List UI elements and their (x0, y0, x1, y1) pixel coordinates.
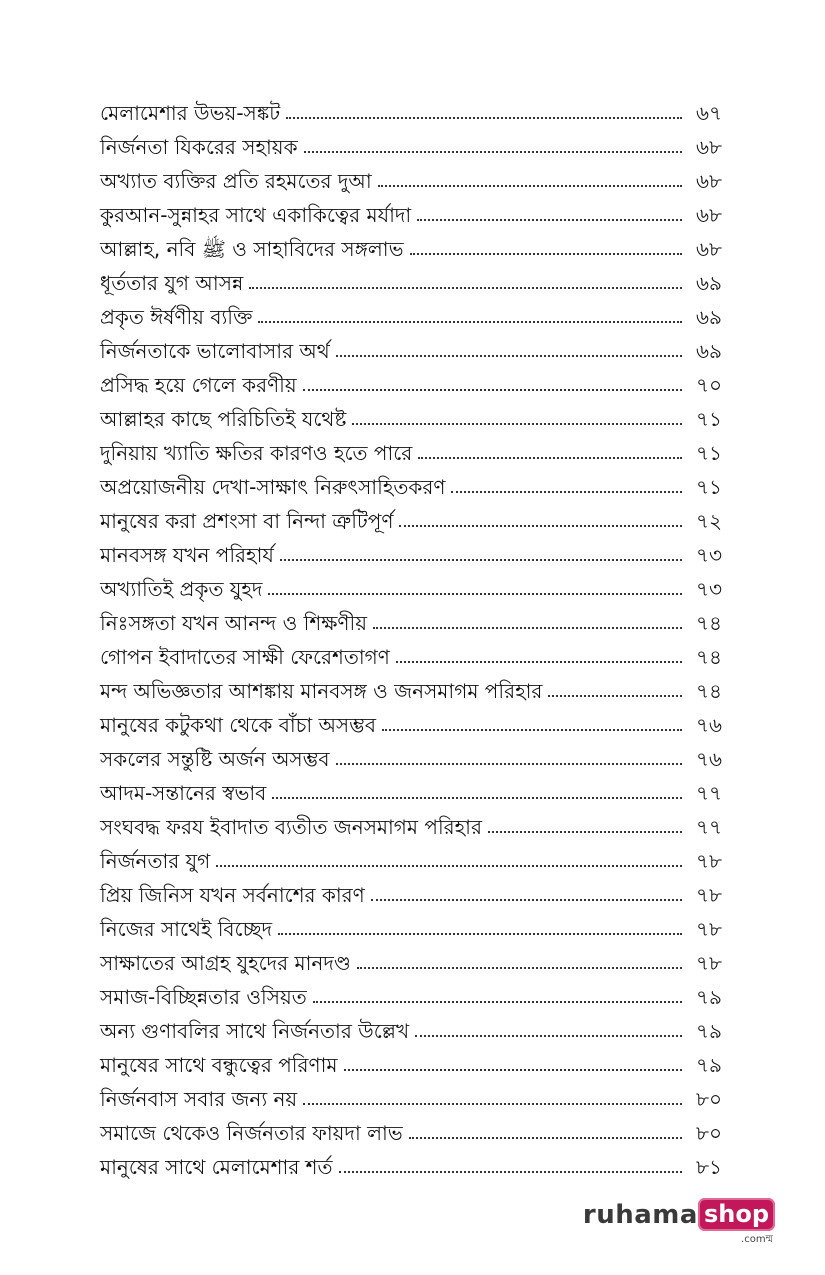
toc-entry-page-number: ৬৮ (696, 169, 722, 193)
toc-entry-page-number: ৭৮ (696, 883, 722, 907)
toc-entry (100, 160, 722, 194)
toc-entry-title: নির্জনবাস সবার জন্য নয় (100, 1087, 298, 1111)
toc-dot-leader (415, 1035, 682, 1037)
toc-dot-leader (339, 1171, 682, 1173)
toc-entry (100, 942, 722, 976)
toc-entry-title: গোপন ইবাদাতের সাক্ষী ফেরেশতাগণ (100, 645, 390, 669)
toc-entry-title: মেলামেশার উভয়-সঙ্কট (100, 101, 281, 125)
toc-entry (100, 636, 722, 670)
toc-entry-title: দুনিয়ায় খ্যাতি ক্ষতির কারণও হতে পারে (100, 441, 413, 465)
toc-entry (100, 568, 722, 602)
toc-entry-page-number: ৬৯ (696, 305, 722, 329)
toc-entry (100, 840, 722, 874)
logo-domain-suffix: .comম্ম (741, 1234, 773, 1245)
toc-entry (100, 262, 722, 296)
toc-dot-leader (313, 1001, 682, 1003)
toc-dot-leader (216, 865, 682, 867)
toc-entry-page-number: ৭৮ (696, 917, 722, 941)
toc-dot-leader (303, 389, 682, 391)
toc-dot-leader (418, 457, 682, 459)
toc-dot-leader (268, 593, 682, 595)
toc-entry-page-number: ৭৪ (696, 611, 722, 635)
toc-entry-page-number: ৭৬ (695, 747, 722, 771)
toc-entry (100, 364, 722, 398)
toc-entry-page-number: ৮০ (696, 1087, 722, 1111)
toc-entry-title: মানুষের সাথে বন্ধুত্বের পরিণাম (100, 1053, 338, 1077)
logo-shop-badge: shop (698, 1198, 775, 1231)
toc-entry-page-number: ৭১ (696, 475, 722, 499)
toc-entry-page-number: ৭৪ (696, 645, 722, 669)
toc-entry (100, 908, 722, 942)
toc-entry-page-number: ৬৭ (695, 101, 722, 125)
toc-entry (100, 874, 722, 908)
toc-entry-page-number: ৭১ (696, 407, 722, 431)
toc-dot-leader (336, 763, 682, 765)
toc-entry-title: মানুষের করা প্রশংসা বা নিন্দা ত্রুটিপূর্ণ (100, 509, 394, 533)
toc-entry-page-number: ৭১ (696, 441, 722, 465)
toc-entry-page-number: ৮১ (696, 1155, 722, 1179)
toc-entry-page-number: ৭৪ (696, 679, 722, 703)
toc-entry-title: নির্জনতার যুগ (100, 849, 211, 873)
toc-dot-leader (396, 661, 682, 663)
toc-entry-title: ধূর্ততার যুগ আসন্ন (100, 271, 244, 295)
toc-dot-leader (357, 967, 682, 969)
toc-entry-title: মানুষের সাথে মেলামেশার শর্ত (100, 1155, 333, 1179)
toc-dot-leader (371, 899, 682, 901)
toc-entry (100, 976, 722, 1010)
toc-dot-leader (409, 1137, 682, 1139)
toc-dot-leader (344, 1069, 682, 1071)
toc-entry (100, 330, 722, 364)
toc-entry (100, 92, 722, 126)
toc-entry-page-number: ৭৭ (695, 781, 722, 805)
toc-entry-page-number: ৭৭ (695, 815, 722, 839)
toc-entry (100, 466, 722, 500)
toc-entry-page-number: ৭৮ (696, 951, 722, 975)
toc-entry-page-number: ৬৮ (696, 135, 722, 159)
toc-entry (100, 126, 722, 160)
toc-entry (100, 228, 722, 262)
toc-dot-leader (382, 729, 682, 731)
toc-entry (100, 398, 722, 432)
toc-entry (100, 1078, 722, 1112)
toc-entry-title: অন্য গুণাবলির সাথে নির্জনতার উল্লেখ (100, 1019, 410, 1043)
toc-dot-leader (417, 219, 682, 221)
toc-entry-title: অপ্রয়োজনীয় দেখা-সাক্ষাৎ নিরুৎসাহিতকরণ (100, 475, 446, 499)
toc-entry-page-number: ৬৮ (696, 237, 722, 261)
toc-entry (100, 806, 722, 840)
toc-entry (100, 670, 722, 704)
toc-entry-page-number: ৭৯ (696, 1053, 722, 1077)
toc-dot-leader (258, 321, 682, 323)
toc-entry (100, 296, 722, 330)
toc-entry-title: আদম-সন্তানের স্বভাব (100, 781, 267, 805)
ruhamashop-logo (583, 1198, 775, 1249)
toc-entry (100, 704, 722, 738)
toc-entry-page-number: ৮০ (696, 1121, 722, 1145)
toc-entry (100, 1112, 722, 1146)
toc-entry-title: কুরআন-সুন্নাহর সাথে একাকিত্বের মর্যাদা (100, 203, 412, 227)
toc-entry-page-number: ৭৯ (696, 985, 722, 1009)
toc-entry-page-number: ৬৯ (696, 339, 722, 363)
toc-entry-title: প্রিয় জিনিস যখন সর্বনাশের কারণ (100, 883, 365, 907)
toc-entry-title: সমাজ-বিচ্ছিন্নতার ওসিয়ত (100, 985, 307, 1009)
toc-entry-title: নিজের সাথেই বিচ্ছেদ (100, 917, 273, 941)
toc-dot-leader (304, 151, 682, 153)
toc-entry-page-number: ৭২ (695, 509, 722, 533)
toc-dot-leader (278, 933, 682, 935)
toc-dot-leader (488, 831, 682, 833)
toc-entry (100, 1044, 722, 1078)
toc-entry-title: নির্জনতাকে ভালোবাসার অর্থ (100, 339, 330, 363)
toc-entry-page-number: ৬৯ (696, 271, 722, 295)
toc-dot-leader (373, 627, 682, 629)
toc-entry-title: প্রসিদ্ধ হয়ে গেলে করণীয় (100, 373, 297, 397)
toc-entry-title: আল্লাহ, নবি ﷺ ও সাহাবিদের সঙ্গলাভ (100, 237, 404, 261)
toc-dot-leader (451, 491, 682, 493)
toc-entry-title: মানবসঙ্গ যখন পরিহার্য (100, 543, 274, 567)
toc-dot-leader (286, 117, 682, 119)
toc-entry-title: সংঘবদ্ধ ফরয ইবাদাত ব্যতীত জনসমাগম পরিহার (100, 815, 482, 839)
toc-dot-leader (399, 525, 682, 527)
toc-entry (100, 194, 722, 228)
toc-entry (100, 602, 722, 636)
toc-entry-title: সমাজে থেকেও নির্জনতার ফায়দা লাভ (100, 1121, 403, 1145)
toc-dot-leader (410, 253, 683, 255)
toc-dot-leader (378, 185, 682, 187)
toc-dot-leader (336, 355, 682, 357)
toc-entry (100, 1010, 722, 1044)
toc-entry (100, 432, 722, 466)
toc-entry-title: নির্জনতা যিকরের সহায়ক (100, 135, 298, 159)
toc-dot-leader (352, 423, 682, 425)
toc-entry-page-number: ৭৩ (695, 577, 722, 601)
toc-entry-title: সকলের সন্তুষ্টি অর্জন অসম্ভব (100, 747, 330, 771)
toc-entry-page-number: ৭৬ (695, 713, 722, 737)
toc-entry-page-number: ৭৯ (696, 1019, 722, 1043)
toc-entry-title: অখ্যাত ব্যক্তির প্রতি রহমতের দুআ (100, 169, 372, 193)
logo-wordmark: ruhama (582, 1200, 698, 1230)
toc-entry-title: প্রকৃত ঈর্ষণীয় ব্যক্তি (100, 305, 253, 329)
toc-entry (100, 1146, 722, 1180)
toc-entry (100, 772, 722, 806)
toc-dot-leader (280, 559, 682, 561)
toc-entry-page-number: ৭৮ (696, 849, 722, 873)
toc-dot-leader (303, 1103, 682, 1105)
toc-entry-page-number: ৭৩ (695, 543, 722, 567)
toc-entry-title: মন্দ অভিজ্ঞতার আশঙ্কায় মানবসঙ্গ ও জনসমাগম পরিহার (100, 679, 543, 703)
toc-entry (100, 534, 722, 568)
toc-entry-page-number: ৭০ (695, 373, 722, 397)
toc-entry-page-number: ৬৮ (696, 203, 722, 227)
toc-entry-title: মানুষের কটুকথা থেকে বাঁচা অসম্ভব (100, 713, 377, 737)
toc-entry (100, 500, 722, 534)
toc-entry-title: অখ্যাতিই প্রকৃত যুহদ (100, 577, 263, 601)
toc-dot-leader (548, 695, 682, 697)
toc-dot-leader (272, 797, 682, 799)
toc-entry-title: নিঃসঙ্গতা যখন আনন্দ ও শিক্ষণীয় (100, 611, 368, 635)
toc-entry (100, 738, 722, 772)
logo-badge (698, 1198, 775, 1249)
table-of-contents (100, 92, 722, 1180)
toc-entry-title: সাক্ষাতের আগ্রহ যুহদের মানদণ্ড (100, 951, 351, 975)
toc-entry-title: আল্লাহর কাছে পরিচিতিই যথেষ্ট (100, 407, 347, 431)
toc-dot-leader (249, 287, 682, 289)
